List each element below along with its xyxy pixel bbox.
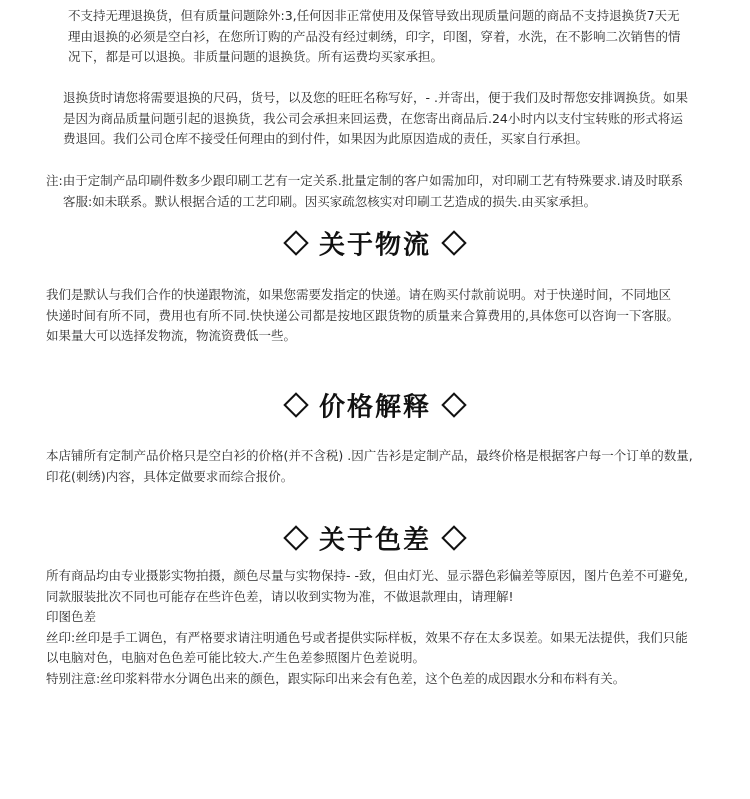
diamond-icon [441, 525, 466, 550]
pricing-paragraph [46, 446, 693, 487]
text-line: 费退回。我们公司仓库不接受任何理由的到付件，如果因为此原因造成的责任，买家自行承担。 [63, 131, 589, 146]
text-line: 丝印:丝印是手工调色，有严格要求请注明通色号或者提供实际样板，效果不存在太多误差。如果无法提供，我们只能 [46, 629, 688, 645]
heading-text: 关于物流 [318, 230, 431, 261]
printing-note [46, 171, 683, 212]
text-line: 特别注意:丝印浆料带水分调色出来的颜色，跟实际印出来会有色差，这个色差的成因跟水分和布料有关。 [46, 670, 626, 686]
text-line: 印花(刺绣)内容，具体定做要求而综合报价。 [46, 468, 294, 484]
heading-text: 关于色差 [318, 525, 431, 556]
logistics-paragraph [46, 285, 679, 347]
text-line: 不支持无理退换货，但有质量问题除外:3,任何因非正常使用及保管导致出现质量问题的商品不支持退换货7天无 [68, 8, 680, 23]
text-line: 是因为商品质量问题引起的退换货，我公司会承担来回运费，在您寄出商品后.24小时内以支付宝转账的形式将运 [63, 110, 683, 126]
exchange-paragraph [63, 88, 688, 150]
color-paragraph [46, 566, 688, 689]
text-line: 理由退换的必须是空白衫，在您所订购的产品没有经过刺绣，印字，印图，穿着，水洗，在不影响二次销售的情 [68, 28, 681, 44]
text-line: 注:由于定制产品印刷件数多少跟印刷工艺有一定关系.批量定制的客户如需加印，对印刷工艺有特殊要求.请及时联系 [46, 173, 684, 188]
text-line: 我们是默认与我们合作的快递跟物流，如果您需要发指定的快递。请在购买付款前说明。对于快递时间，不同地区 [46, 287, 672, 302]
diamond-icon [283, 392, 308, 417]
text-line: 所有商品均由专业摄影实物拍摄，颜色尽量与实物保持- -致，但由灯光、显示器色彩偏差等原因，图片色差不可避免, [46, 568, 688, 583]
text-line: 如果量大可以选择发物流，物流资费低一些。 [46, 328, 297, 343]
color-heading [0, 523, 750, 558]
text-line: 退换货时请您将需要退换的尺码，货号，以及您的旺旺名称写好，- .并寄出，便于我们及时帮您安排调换货。如果 [63, 90, 688, 105]
text-line: 同款服装批次不同也可能存在些许色差，请以收到实物为准，不做退款理由，请理解! [46, 588, 514, 604]
returns-policy-paragraph [54, 6, 681, 68]
text-line: 印图色差 [46, 609, 97, 624]
text-line: 快递时间有所不同，费用也有所不同.快快递公司都是按地区跟货物的质量来合算费用的,具体您可以咨询一下客服。 [46, 307, 679, 323]
text-line: 客服:如未联系。默认根据合适的工艺印刷。因买家疏忽核实对印刷工艺造成的损失.由买家承担。 [63, 193, 597, 209]
heading-text: 价格解释 [318, 392, 431, 423]
pricing-heading [0, 390, 750, 425]
diamond-icon [283, 525, 308, 550]
text-line: 本店铺所有定制产品价格只是空白衫的价格(并不含税) .因广告衫是定制产品，最终价格是根据客户每一个订单的数量, [46, 448, 693, 463]
diamond-icon [441, 230, 466, 255]
text-line: 以电脑对色，电脑对色色差可能比较大.产生色差参照图片色差说明。 [46, 650, 425, 665]
text-line: 况下，都是可以退换。非质量问题的退换货。所有运费均买家承担。 [68, 49, 444, 64]
diamond-icon [441, 392, 466, 417]
diamond-icon [283, 230, 308, 255]
logistics-heading [0, 228, 750, 263]
